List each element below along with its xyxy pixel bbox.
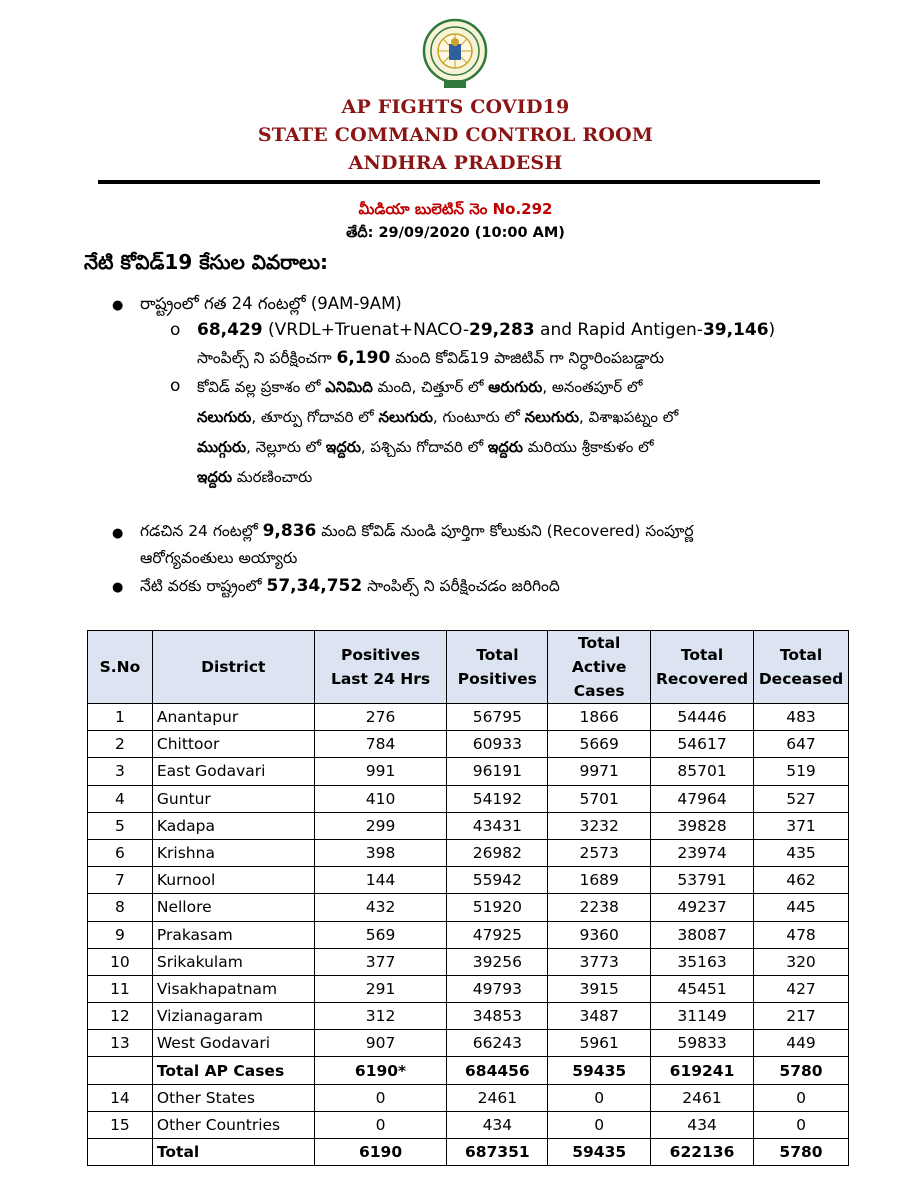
cell-recovered: 619241 bbox=[651, 1057, 754, 1084]
cell-district: Other Countries bbox=[152, 1111, 314, 1138]
positives-statement: సాంపిల్స్ ని పరీక్షించగా 6,190 మంది కోవిడ్19 పాజిటివ్ గా నిర్ధారింపబడ్డారు bbox=[197, 348, 664, 368]
state-emblem-icon bbox=[422, 18, 488, 90]
cell-sno: 3 bbox=[88, 758, 153, 785]
sub-bullet-marker: o bbox=[170, 320, 181, 340]
table-row bbox=[88, 921, 849, 948]
cell-recovered: 47964 bbox=[651, 785, 754, 812]
cell-district: Krishna bbox=[152, 839, 314, 866]
cell-deceased: 5780 bbox=[754, 1057, 849, 1084]
samples-breakdown: 68,429 (VRDL+Truenat+NACO-29,283 and Rapid Antigen-39,146) bbox=[197, 320, 776, 340]
header-divider bbox=[98, 180, 820, 184]
cell-deceased: 0 bbox=[754, 1111, 849, 1138]
cell-district: Visakhapatnam bbox=[152, 975, 314, 1002]
cell-positives-24h: 991 bbox=[314, 758, 447, 785]
cell-positives-24h: 569 bbox=[314, 921, 447, 948]
cell-total-positives: 51920 bbox=[447, 894, 548, 921]
cell-active-cases: 0 bbox=[548, 1111, 651, 1138]
table-row bbox=[88, 948, 849, 975]
cell-active-cases: 2573 bbox=[548, 839, 651, 866]
cell-sno: 15 bbox=[88, 1111, 153, 1138]
cell-positives-24h: 784 bbox=[314, 731, 447, 758]
cell-total-positives: 66243 bbox=[447, 1030, 548, 1057]
cell-total-positives: 54192 bbox=[447, 785, 548, 812]
cell-deceased: 478 bbox=[754, 921, 849, 948]
cell-recovered: 49237 bbox=[651, 894, 754, 921]
cell-sno: 11 bbox=[88, 975, 153, 1002]
cell-recovered: 622136 bbox=[651, 1139, 754, 1166]
table-row bbox=[88, 731, 849, 758]
deaths-line-2: నలుగురు, తూర్పు గోదావరి లో నలుగురు, గుంటూరు లో నలుగురు, విశాఖపట్నం లో bbox=[197, 408, 679, 426]
cell-deceased: 483 bbox=[754, 704, 849, 731]
cell-sno: 1 bbox=[88, 704, 153, 731]
cell-sno: 6 bbox=[88, 839, 153, 866]
table-row bbox=[88, 839, 849, 866]
cell-positives-24h: 299 bbox=[314, 812, 447, 839]
bullet-dot: ● bbox=[112, 298, 124, 313]
cell-recovered: 85701 bbox=[651, 758, 754, 785]
cell-district: Total bbox=[152, 1139, 314, 1166]
cell-active-cases: 9971 bbox=[548, 758, 651, 785]
bullet-dot: ● bbox=[112, 580, 124, 595]
cell-sno: 13 bbox=[88, 1030, 153, 1057]
cell-positives-24h: 312 bbox=[314, 1003, 447, 1030]
cell-total-positives: 49793 bbox=[447, 975, 548, 1002]
header-subtitle: STATE COMMAND CONTROL ROOM bbox=[257, 124, 654, 146]
cell-district: Total AP Cases bbox=[152, 1057, 314, 1084]
cell-recovered: 31149 bbox=[651, 1003, 754, 1030]
cell-total-positives: 34853 bbox=[447, 1003, 548, 1030]
deaths-line-3: ముగ్గురు, నెల్లూరు లో ఇద్దరు, పశ్చిమ గోదావరి లో ఇద్దరు మరియు శ్రీకాకుళం లో bbox=[197, 438, 654, 456]
cell-recovered: 39828 bbox=[651, 812, 754, 839]
cell-positives-24h: 6190 bbox=[314, 1139, 447, 1166]
bulletin-number: మీడియా బులెటిన్ నెం No.292 bbox=[358, 200, 553, 218]
cell-active-cases: 2238 bbox=[548, 894, 651, 921]
cell-deceased: 371 bbox=[754, 812, 849, 839]
col-district: District bbox=[152, 631, 314, 704]
cell-deceased: 647 bbox=[754, 731, 849, 758]
table-row bbox=[88, 704, 849, 731]
cell-deceased: 462 bbox=[754, 867, 849, 894]
cell-positives-24h: 0 bbox=[314, 1084, 447, 1111]
cell-active-cases: 9360 bbox=[548, 921, 651, 948]
cell-positives-24h: 410 bbox=[314, 785, 447, 812]
cell-active-cases: 3487 bbox=[548, 1003, 651, 1030]
cell-positives-24h: 432 bbox=[314, 894, 447, 921]
cell-total-positives: 39256 bbox=[447, 948, 548, 975]
table-row bbox=[88, 812, 849, 839]
cell-deceased: 435 bbox=[754, 839, 849, 866]
deaths-line-4: ఇద్దరు మరణించారు bbox=[197, 468, 313, 486]
cell-district: Other States bbox=[152, 1084, 314, 1111]
cell-sno: 12 bbox=[88, 1003, 153, 1030]
cell-total-positives: 684456 bbox=[447, 1057, 548, 1084]
cell-sno: 14 bbox=[88, 1084, 153, 1111]
cell-deceased: 217 bbox=[754, 1003, 849, 1030]
col-sno: S.No bbox=[88, 631, 153, 704]
cell-active-cases: 1866 bbox=[548, 704, 651, 731]
cell-positives-24h: 276 bbox=[314, 704, 447, 731]
table-row bbox=[88, 1084, 849, 1111]
cell-active-cases: 3773 bbox=[548, 948, 651, 975]
cell-sno: 9 bbox=[88, 921, 153, 948]
cell-deceased: 0 bbox=[754, 1084, 849, 1111]
col-active-cases: Total Active Cases bbox=[548, 631, 651, 704]
deaths-line-1: కోవిడ్ వల్ల ప్రకాశం లో ఎనిమిది మంది, చిత్తూర్ లో ఆరుగురు, అనంతపూర్ లో bbox=[197, 378, 643, 396]
cell-deceased: 449 bbox=[754, 1030, 849, 1057]
cell-total-positives: 55942 bbox=[447, 867, 548, 894]
summary-heading: నేటి కోవిడ్19 కేసుల వివరాలు: bbox=[84, 250, 329, 274]
table-row bbox=[88, 867, 849, 894]
cell-sno: 10 bbox=[88, 948, 153, 975]
cell-positives-24h: 291 bbox=[314, 975, 447, 1002]
cell-positives-24h: 398 bbox=[314, 839, 447, 866]
cell-positives-24h: 377 bbox=[314, 948, 447, 975]
cell-recovered: 2461 bbox=[651, 1084, 754, 1111]
cell-sno: 7 bbox=[88, 867, 153, 894]
header-title: AP FIGHTS COVID19 bbox=[341, 96, 570, 118]
cell-recovered: 434 bbox=[651, 1111, 754, 1138]
cell-positives-24h: 0 bbox=[314, 1111, 447, 1138]
cell-active-cases: 5701 bbox=[548, 785, 651, 812]
col-positives-24h: Positives Last 24 Hrs bbox=[314, 631, 447, 704]
cell-recovered: 38087 bbox=[651, 921, 754, 948]
col-deceased: Total Deceased bbox=[754, 631, 849, 704]
recovered-line-2: ఆరోగ్యవంతులు అయ్యారు bbox=[140, 549, 298, 567]
cell-active-cases: 1689 bbox=[548, 867, 651, 894]
cell-district: Vizianagaram bbox=[152, 1003, 314, 1030]
cell-district: East Godavari bbox=[152, 758, 314, 785]
cell-recovered: 53791 bbox=[651, 867, 754, 894]
cell-district: Guntur bbox=[152, 785, 314, 812]
table-row bbox=[88, 785, 849, 812]
bullet-tests-intro: రాష్ట్రంలో గత 24 గంటల్లో (9AM-9AM) bbox=[140, 294, 402, 313]
cell-district: Anantapur bbox=[152, 704, 314, 731]
bullet-dot: ● bbox=[112, 526, 124, 541]
cell-recovered: 45451 bbox=[651, 975, 754, 1002]
table-row bbox=[88, 1057, 849, 1084]
cell-sno: 5 bbox=[88, 812, 153, 839]
cell-recovered: 35163 bbox=[651, 948, 754, 975]
cell-total-positives: 43431 bbox=[447, 812, 548, 839]
cell-total-positives: 687351 bbox=[447, 1139, 548, 1166]
cell-deceased: 427 bbox=[754, 975, 849, 1002]
table-row bbox=[88, 1139, 849, 1166]
cell-district: Kadapa bbox=[152, 812, 314, 839]
cell-sno bbox=[88, 1139, 153, 1166]
table-row bbox=[88, 1030, 849, 1057]
cell-district: Nellore bbox=[152, 894, 314, 921]
cell-recovered: 59833 bbox=[651, 1030, 754, 1057]
cell-deceased: 445 bbox=[754, 894, 849, 921]
cell-total-positives: 2461 bbox=[447, 1084, 548, 1111]
col-recovered: Total Recovered bbox=[651, 631, 754, 704]
cell-sno: 2 bbox=[88, 731, 153, 758]
cell-recovered: 23974 bbox=[651, 839, 754, 866]
cell-deceased: 527 bbox=[754, 785, 849, 812]
col-total-positives: Total Positives bbox=[447, 631, 548, 704]
cell-deceased: 519 bbox=[754, 758, 849, 785]
cell-active-cases: 3232 bbox=[548, 812, 651, 839]
bulletin-date: తేదీ: 29/09/2020 (10:00 AM) bbox=[346, 225, 565, 241]
cell-deceased: 320 bbox=[754, 948, 849, 975]
table-row bbox=[88, 1003, 849, 1030]
cell-active-cases: 5669 bbox=[548, 731, 651, 758]
cell-total-positives: 47925 bbox=[447, 921, 548, 948]
cell-total-positives: 96191 bbox=[447, 758, 548, 785]
cell-sno bbox=[88, 1057, 153, 1084]
cell-active-cases: 59435 bbox=[548, 1139, 651, 1166]
cell-active-cases: 59435 bbox=[548, 1057, 651, 1084]
cell-total-positives: 434 bbox=[447, 1111, 548, 1138]
table-row bbox=[88, 975, 849, 1002]
cell-district: Prakasam bbox=[152, 921, 314, 948]
cell-district: Kurnool bbox=[152, 867, 314, 894]
table-header-row bbox=[88, 631, 849, 704]
cell-active-cases: 5961 bbox=[548, 1030, 651, 1057]
table-row bbox=[88, 1111, 849, 1138]
cell-total-positives: 26982 bbox=[447, 839, 548, 866]
sub-bullet-marker: o bbox=[170, 376, 181, 396]
cell-positives-24h: 907 bbox=[314, 1030, 447, 1057]
cell-positives-24h: 144 bbox=[314, 867, 447, 894]
district-cases-table bbox=[87, 630, 849, 1166]
cell-active-cases: 0 bbox=[548, 1084, 651, 1111]
recovered-line-1: గడచిన 24 గంటల్లో 9,836 మంది కోవిడ్ నుండి పూర్తిగా కోలుకుని (Recovered) సంపూర్ణ bbox=[140, 521, 694, 541]
cell-district: Chittoor bbox=[152, 731, 314, 758]
table-row bbox=[88, 758, 849, 785]
cell-district: West Godavari bbox=[152, 1030, 314, 1057]
cell-deceased: 5780 bbox=[754, 1139, 849, 1166]
cell-district: Srikakulam bbox=[152, 948, 314, 975]
cell-recovered: 54617 bbox=[651, 731, 754, 758]
cell-sno: 4 bbox=[88, 785, 153, 812]
cell-active-cases: 3915 bbox=[548, 975, 651, 1002]
header-state: ANDHRA PRADESH bbox=[348, 152, 563, 174]
cell-recovered: 54446 bbox=[651, 704, 754, 731]
cell-positives-24h: 6190* bbox=[314, 1057, 447, 1084]
table-row bbox=[88, 894, 849, 921]
cell-total-positives: 56795 bbox=[447, 704, 548, 731]
total-samples-line: నేటి వరకు రాష్ట్రంలో 57,34,752 సాంపిల్స్ ని పరీక్షించడం జరిగింది bbox=[140, 576, 560, 596]
cell-total-positives: 60933 bbox=[447, 731, 548, 758]
cell-sno: 8 bbox=[88, 894, 153, 921]
